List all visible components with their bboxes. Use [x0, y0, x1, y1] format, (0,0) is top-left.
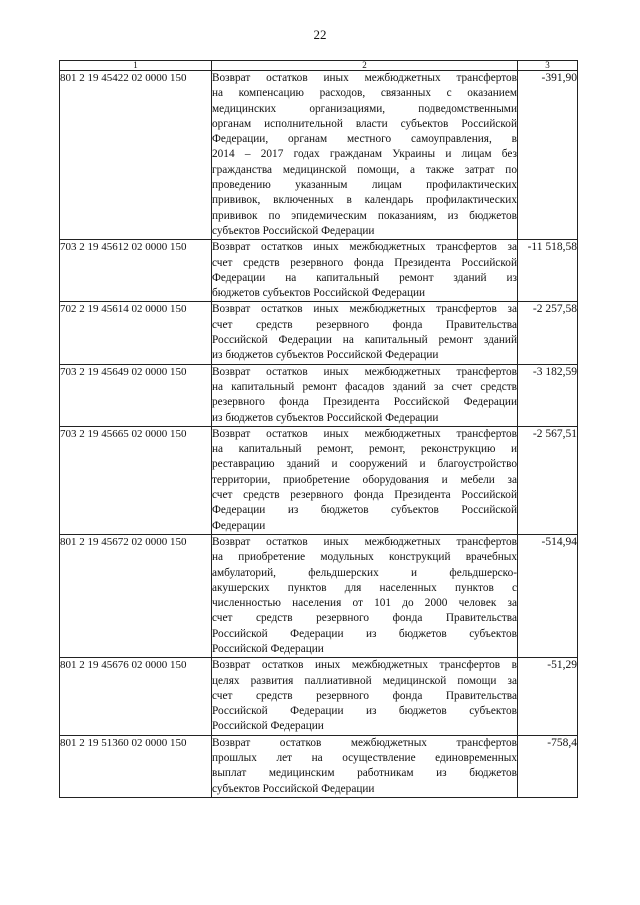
- description-line: прошлых лет на осуществление единовременных: [212, 752, 517, 765]
- amount-cell: -51,29: [518, 658, 578, 735]
- amount-cell: -391,90: [518, 71, 578, 240]
- description-line: счет средств резервного фонда Правительства: [212, 318, 517, 331]
- amount-cell: -514,94: [518, 534, 578, 657]
- description-line: амбулаторий, фельдшерских и фельдшерско-: [212, 566, 517, 579]
- description-line: Возврат остатков иных межбюджетных трансфертов: [212, 365, 517, 378]
- description-line: Возврат остатков иных межбюджетных трансфертов: [212, 427, 517, 440]
- table-body: [60, 71, 578, 798]
- description-line: счет средств резервного фонда Президента Российской: [212, 489, 517, 502]
- description-cell: [212, 426, 518, 534]
- description-line: реставрацию зданий и сооружений и благоустройство: [212, 458, 517, 471]
- budget-code-cell: 801 2 19 45422 02 0000 150: [60, 71, 212, 240]
- description-line: Российской Федерации из бюджетов субъектов: [212, 627, 517, 640]
- description-line: счет средств резервного фонда Президента Российской: [212, 256, 517, 269]
- amount-cell: -758,4: [518, 735, 578, 797]
- amount-cell: -2 567,51: [518, 426, 578, 534]
- budget-code-cell: 801 2 19 45676 02 0000 150: [60, 658, 212, 735]
- budget-code-cell: 801 2 19 51360 02 0000 150: [60, 735, 212, 797]
- description-line: Российской Федерации: [212, 720, 324, 733]
- description-line: территории, приобретение оборудования и мебели за: [212, 473, 517, 486]
- description-line: резервного фонда Президента Российской Федерации: [212, 396, 517, 409]
- description-line: прививок, включенных в календарь профилактических: [212, 194, 517, 207]
- table-row: [60, 71, 578, 240]
- description-line: гражданства медицинской помощи, а также затрат по: [212, 163, 517, 176]
- table-row: [60, 426, 578, 534]
- budget-table: [59, 60, 578, 798]
- description-cell: [212, 735, 518, 797]
- description-line: Российской Федерации на капитальный ремонт зданий: [212, 334, 517, 347]
- description-line: на капитальный ремонт фасадов зданий за счет средств: [212, 380, 517, 393]
- description-cell: [212, 534, 518, 657]
- description-line: Федерации из бюджетов субъектов Российской: [212, 504, 517, 517]
- column-header-code: 1: [60, 61, 212, 71]
- budget-code-cell: 703 2 19 45665 02 0000 150: [60, 426, 212, 534]
- description-line: целях развития паллиативной медицинской помощи за: [212, 674, 517, 687]
- column-header-amount: 3: [518, 61, 578, 71]
- description-line: Возврат остатков иных межбюджетных трансфертов за: [212, 241, 517, 254]
- description-line: проведению указанным лицам профилактических: [212, 179, 517, 192]
- description-cell: [212, 240, 518, 302]
- description-line: на компенсацию расходов, связанных с оказанием: [212, 87, 517, 100]
- description-line: Возврат остатков иных межбюджетных трансфертов в: [212, 659, 517, 672]
- description-line: Возврат остатков межбюджетных трансфертов: [212, 736, 517, 749]
- description-line: Федерации на капитальный ремонт зданий из: [212, 271, 517, 284]
- description-line: бюджетов субъектов Российской Федерации: [212, 287, 426, 300]
- amount-cell: -11 518,58: [518, 240, 578, 302]
- description-line: счет средств резервного фонда Правительства: [212, 612, 517, 625]
- table-row: [60, 735, 578, 797]
- description-cell: [212, 658, 518, 735]
- description-line: субъектов Российской Федерации: [212, 782, 375, 795]
- description-line: 2014 – 2017 годах гражданам Украины и лицам без: [212, 148, 517, 161]
- description-line: численностью населения от 101 до 2000 человек за: [212, 597, 517, 610]
- budget-code-cell: 801 2 19 45672 02 0000 150: [60, 534, 212, 657]
- description-line: медицинских организациями, подведомственными: [212, 102, 517, 115]
- budget-code-cell: 702 2 19 45614 02 0000 150: [60, 302, 212, 364]
- description-line: из бюджетов субъектов Российской Федерации: [212, 411, 439, 424]
- description-line: акушерских пунктов для населенных пунктов с: [212, 581, 517, 594]
- budget-code-cell: 703 2 19 45612 02 0000 150: [60, 240, 212, 302]
- description-line: субъектов Российской Федерации: [212, 224, 375, 237]
- description-cell: [212, 302, 518, 364]
- description-line: Федерации: [212, 519, 266, 532]
- column-header-description: 2: [212, 61, 518, 71]
- table-header-row: [60, 61, 578, 71]
- description-line: Возврат остатков иных межбюджетных трансфертов: [212, 535, 517, 548]
- table-row: [60, 534, 578, 657]
- description-line: Возврат остатков иных межбюджетных трансфертов: [212, 72, 517, 84]
- amount-cell: -3 182,59: [518, 364, 578, 426]
- description-line: Российской Федерации: [212, 642, 324, 655]
- table-row: [60, 240, 578, 302]
- description-line: Федерации, органам местного самоуправления, в: [212, 133, 517, 146]
- budget-code-cell: 703 2 19 45649 02 0000 150: [60, 364, 212, 426]
- description-line: счет средств резервного фонда Правительства: [212, 689, 517, 702]
- description-line: выплат медицинским работникам из бюджетов: [212, 767, 517, 780]
- table-row: [60, 658, 578, 735]
- description-line: на капитальный ремонт, ремонт, реконструкцию и: [212, 443, 517, 456]
- description-line: прививок по эпидемическим показаниям, из бюджетов: [212, 209, 517, 222]
- page-number: 22: [313, 27, 327, 42]
- table-row: [60, 364, 578, 426]
- description-cell: [212, 364, 518, 426]
- description-line: на приобретение модульных конструкций врачебных: [212, 551, 517, 564]
- description-line: органам исполнительной власти субъектов Российской: [212, 117, 517, 130]
- table-row: [60, 302, 578, 364]
- description-line: из бюджетов субъектов Российской Федерации: [212, 349, 439, 362]
- description-line: Российской Федерации из бюджетов субъектов: [212, 705, 517, 718]
- description-cell: [212, 71, 518, 240]
- description-line: Возврат остатков иных межбюджетных трансфертов за: [212, 303, 517, 316]
- amount-cell: -2 257,58: [518, 302, 578, 364]
